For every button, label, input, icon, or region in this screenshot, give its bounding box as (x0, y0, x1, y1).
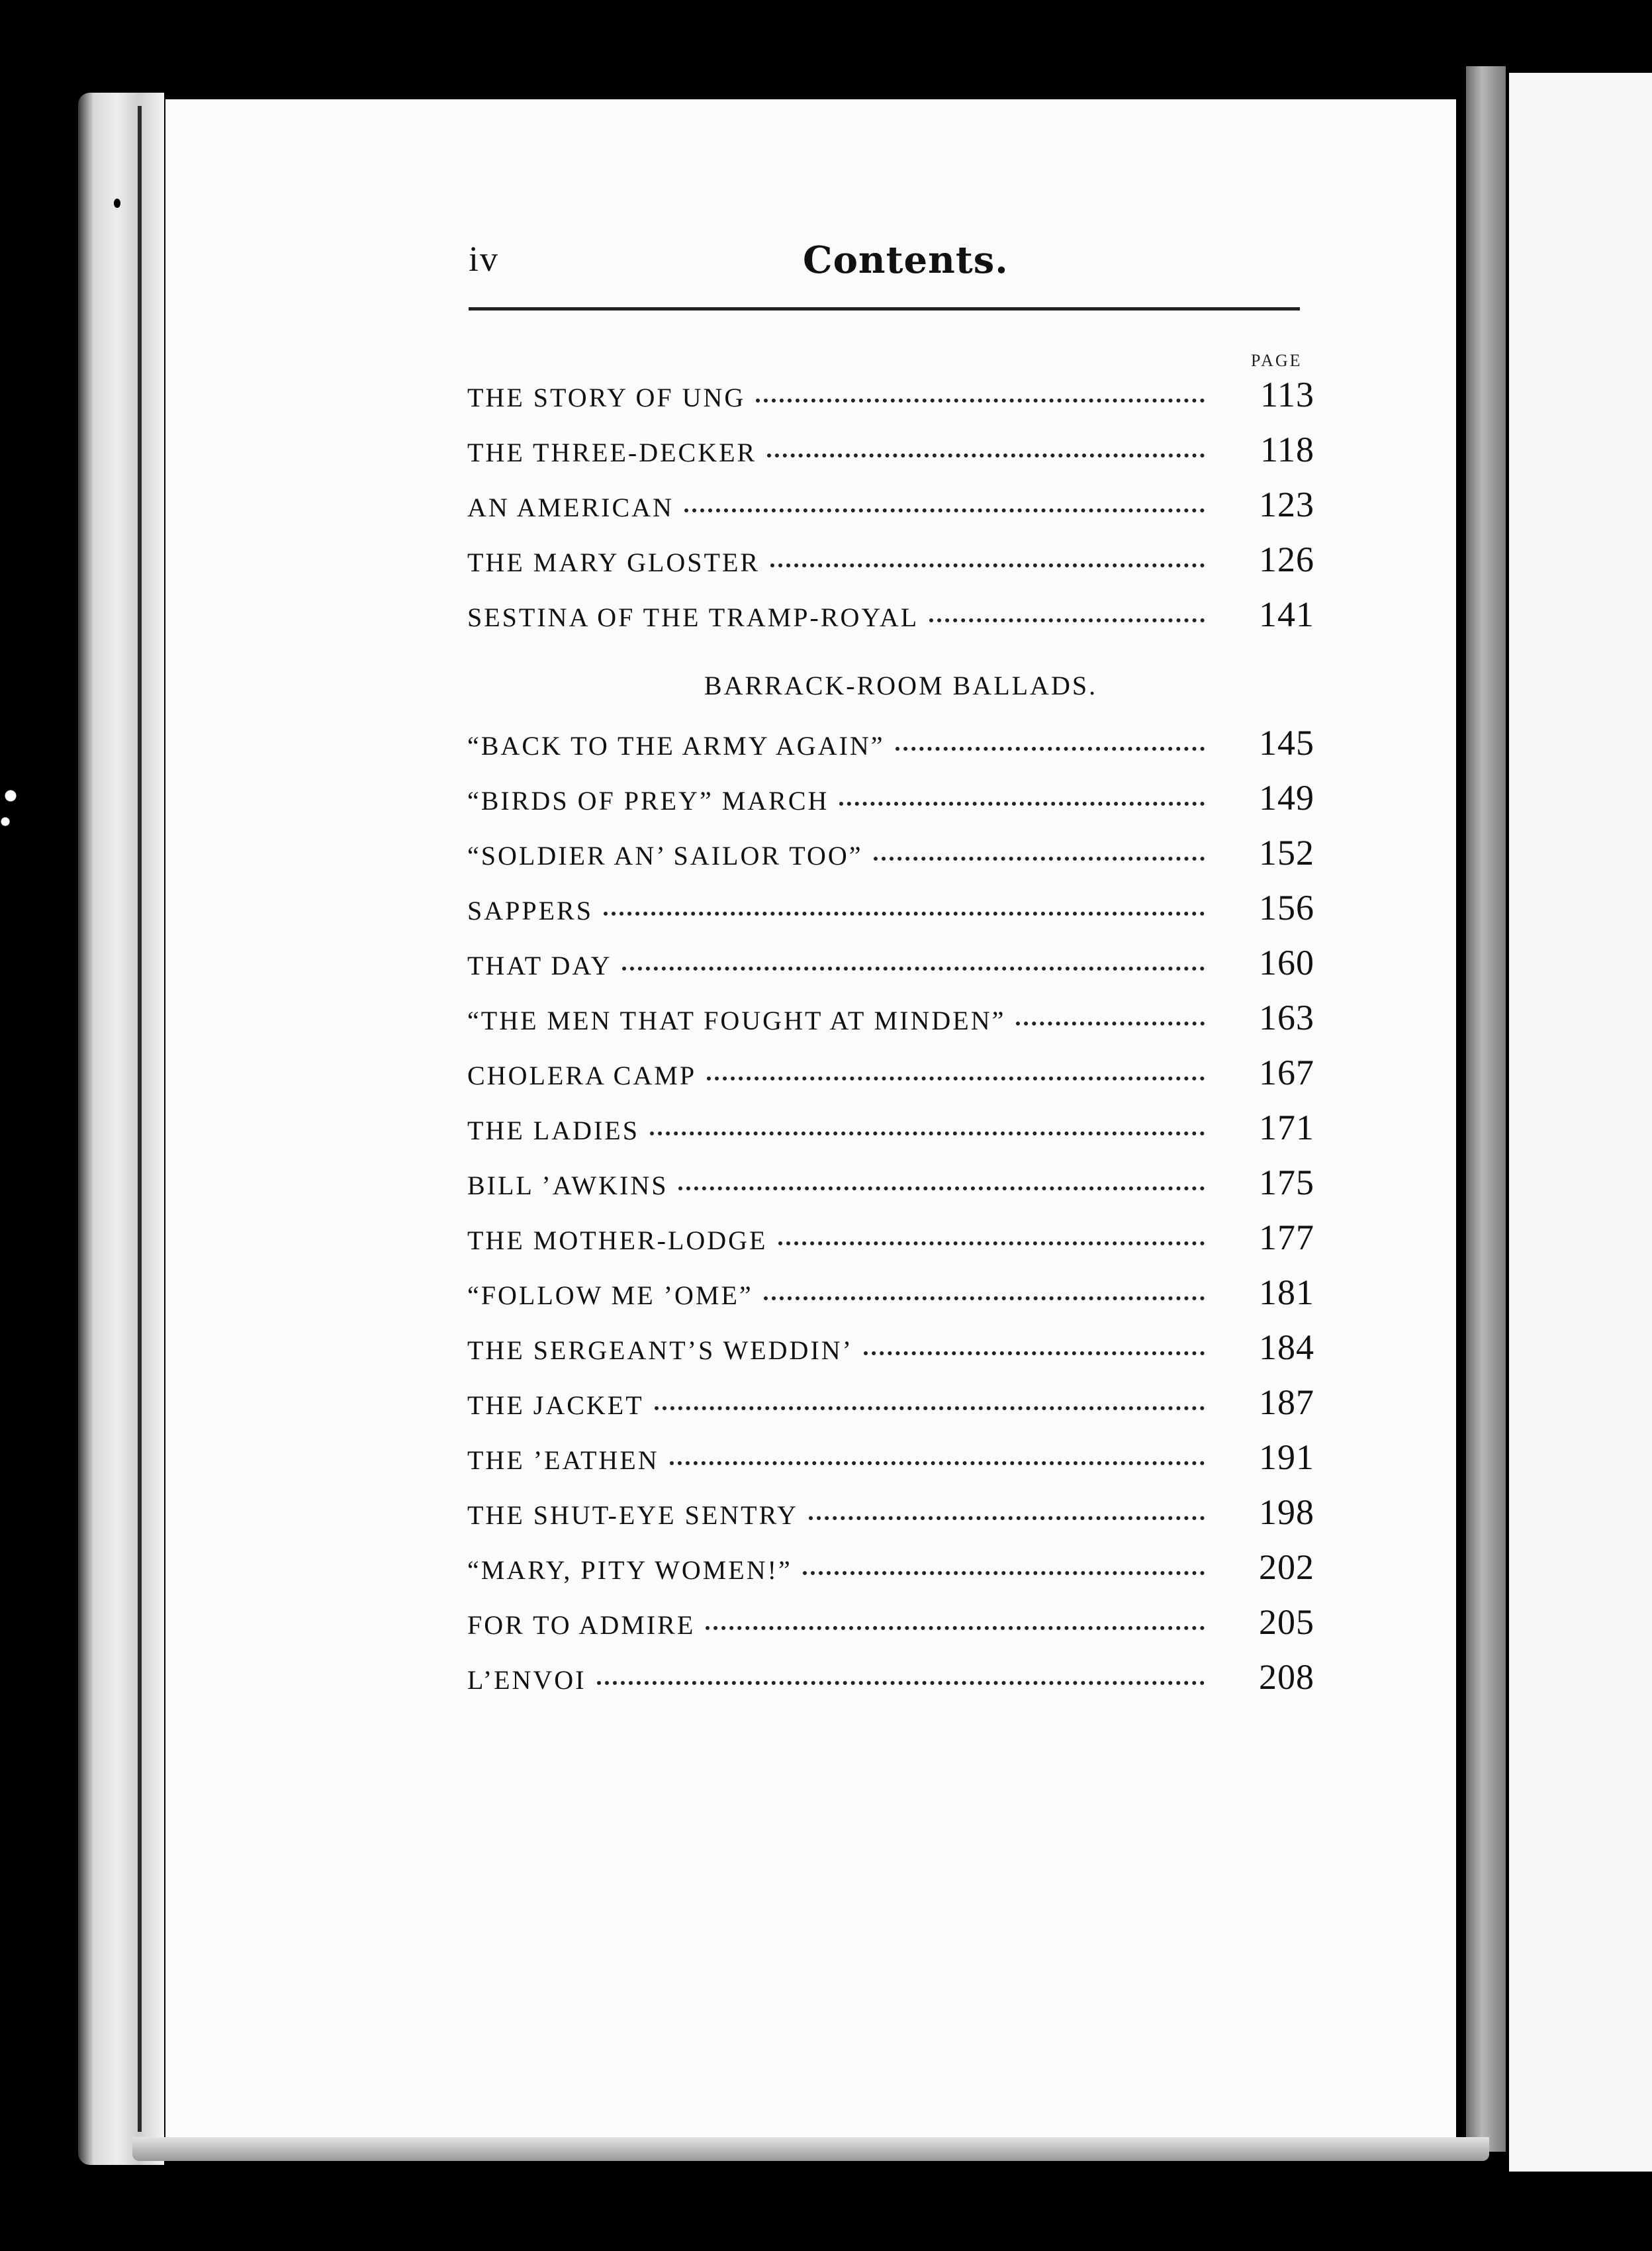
section-heading: BARRACK-ROOM BALLADS. (704, 671, 1098, 700)
toc-entry-title: THE SHUT-EYE SENTRY (467, 1500, 798, 1530)
toc-entry (467, 1602, 1314, 1656)
toc-entry (467, 722, 1314, 777)
toc-entry-page: 184 (1259, 1327, 1314, 1367)
dot-leader (684, 508, 1205, 512)
dot-leader (622, 967, 1205, 971)
toc-entry-title: SAPPERS (467, 896, 593, 926)
toc-entry-title: THE THREE-DECKER (467, 438, 757, 467)
toc-entry-page: 149 (1259, 778, 1314, 818)
toc-entry-page: 187 (1259, 1382, 1314, 1422)
toc-entry-page: 141 (1259, 595, 1314, 634)
toc-entry-title: L’ENVOI (467, 1665, 586, 1695)
toc-entry-page: 113 (1260, 375, 1314, 414)
toc-entry (467, 832, 1314, 887)
toc-entry (467, 1656, 1314, 1711)
toc-entry-title: AN AMERICAN (467, 493, 674, 522)
dot-leader (604, 912, 1205, 916)
toc-entry-page: 171 (1259, 1108, 1314, 1147)
toc-entry-title: THE MOTHER-LODGE (467, 1225, 768, 1255)
toc-entry (467, 539, 1314, 594)
toc-entry (467, 997, 1314, 1052)
toc-entry-title: “BIRDS OF PREY” MARCH (467, 786, 829, 816)
toc-entry-title: FOR TO ADMIRE (467, 1610, 696, 1640)
dot-leader (706, 1626, 1205, 1630)
toc-entry-title: THE ’EATHEN (467, 1445, 659, 1475)
toc-entry (467, 1272, 1314, 1327)
folio-number: iv (469, 239, 500, 279)
toc-entry-title: “SOLDIER AN’ SAILOR TOO” (467, 841, 863, 871)
toc-entry-page: 145 (1259, 723, 1314, 763)
dot-leader (895, 747, 1205, 751)
dot-leader (655, 1406, 1205, 1410)
dot-leader (1016, 1022, 1205, 1026)
dot-leader (778, 1241, 1205, 1245)
toc-entry-title: “THE MEN THAT FOUGHT AT MINDEN” (467, 1006, 1006, 1035)
table-of-contents (467, 374, 1314, 1711)
toc-entry (467, 1382, 1314, 1437)
toc-entry-title: THE LADIES (467, 1116, 639, 1145)
toc-part-2 (467, 722, 1314, 1711)
dot-leader (597, 1681, 1205, 1685)
toc-entry-title: THE STORY OF UNG (467, 383, 746, 412)
scan-specks (0, 761, 26, 847)
header-rule (469, 307, 1300, 311)
toc-entry-title: SESTINA OF THE TRAMP-ROYAL (467, 602, 919, 632)
toc-entry-page: 163 (1259, 998, 1314, 1037)
toc-entry (467, 484, 1314, 539)
toc-entry (467, 777, 1314, 832)
toc-entry-page: 202 (1259, 1547, 1314, 1587)
toc-entry-title: CHOLERA CAMP (467, 1061, 697, 1090)
toc-entry-page: 177 (1259, 1218, 1314, 1257)
toc-entry (467, 1217, 1314, 1272)
dot-leader (874, 857, 1205, 861)
dot-leader (670, 1461, 1205, 1465)
page-bottom-edge (132, 2137, 1489, 2161)
page-header (469, 238, 1305, 291)
toc-entry-title: BILL ’AWKINS (467, 1171, 668, 1200)
toc-entry (467, 1327, 1314, 1382)
toc-entry (467, 1162, 1314, 1217)
toc-entry-page: 118 (1260, 430, 1314, 469)
toc-entry-page: 160 (1259, 943, 1314, 982)
toc-entry (467, 594, 1314, 649)
toc-entry-page: 181 (1259, 1272, 1314, 1312)
dot-leader (678, 1186, 1205, 1190)
dot-leader (770, 563, 1205, 567)
toc-entry-page: 152 (1259, 833, 1314, 873)
dust-mark (114, 199, 120, 208)
facing-page-edge (1466, 66, 1506, 2152)
dot-leader (650, 1131, 1205, 1135)
toc-entry-page: 156 (1259, 888, 1314, 928)
toc-entry-page: 123 (1259, 485, 1314, 524)
running-title: Contents. (803, 238, 1009, 282)
toc-entry-page: 126 (1259, 540, 1314, 579)
toc-entry (467, 429, 1314, 484)
toc-entry-title: THAT DAY (467, 951, 612, 981)
toc-entry (467, 374, 1314, 429)
dot-leader (767, 454, 1205, 457)
toc-entry-title: “MARY, PITY WOMEN!” (467, 1555, 792, 1585)
toc-entry-title: THE SERGEANT’S WEDDIN’ (467, 1335, 853, 1365)
dot-leader (764, 1296, 1205, 1300)
toc-entry-title: “FOLLOW ME ’OME” (467, 1280, 753, 1310)
toc-entry (467, 942, 1314, 997)
toc-entry-page: 175 (1259, 1163, 1314, 1202)
page-column-label: PAGE (1251, 351, 1303, 370)
dot-leader (707, 1077, 1205, 1080)
toc-entry-page: 191 (1259, 1437, 1314, 1477)
toc-entry-page: 208 (1259, 1657, 1314, 1697)
toc-entry-page: 198 (1259, 1492, 1314, 1532)
book-spine-edge (78, 93, 164, 2165)
toc-entry-page: 205 (1259, 1602, 1314, 1642)
toc-entry (467, 1107, 1314, 1162)
dot-leader (929, 618, 1205, 622)
dot-leader (864, 1351, 1205, 1355)
dot-leader (803, 1571, 1205, 1575)
toc-part-1 (467, 374, 1314, 649)
toc-entry-page: 167 (1259, 1053, 1314, 1092)
toc-entry-title: THE JACKET (467, 1390, 644, 1420)
dot-leader (756, 399, 1205, 403)
toc-entry (467, 887, 1314, 942)
toc-entry (467, 1052, 1314, 1107)
toc-entry (467, 1547, 1314, 1602)
dot-leader (809, 1516, 1205, 1520)
facing-page (1509, 73, 1652, 2172)
toc-entry-title: “BACK TO THE ARMY AGAIN” (467, 731, 885, 761)
dot-leader (839, 802, 1205, 806)
toc-entry (467, 1492, 1314, 1547)
toc-entry (467, 1437, 1314, 1492)
toc-entry-title: THE MARY GLOSTER (467, 548, 760, 577)
